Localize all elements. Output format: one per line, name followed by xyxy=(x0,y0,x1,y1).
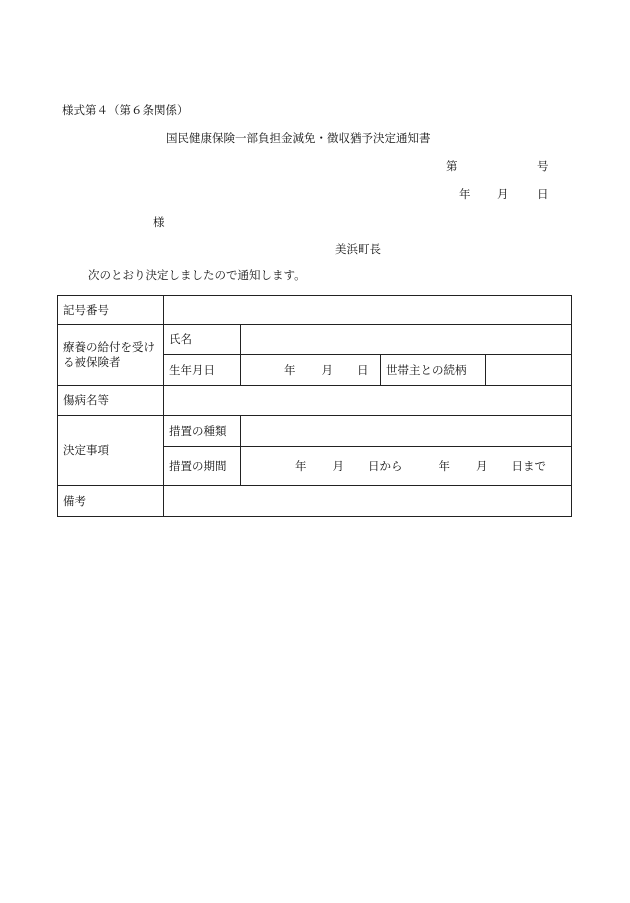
issue-date-day: 日 xyxy=(537,187,549,201)
period-end-month-unit: 月 xyxy=(476,458,488,473)
period-start-year-unit: 年 xyxy=(295,458,307,473)
remarks-label: 備考 xyxy=(58,486,164,517)
row-insured-name xyxy=(58,325,572,355)
measure-type-label: 措置の種類 xyxy=(164,416,241,447)
decision-items-label: 決定事項 xyxy=(58,416,164,486)
row-remarks xyxy=(58,486,572,517)
issue-date-year: 年 xyxy=(459,187,471,201)
decision-form-table xyxy=(57,295,572,517)
relation-value[interactable] xyxy=(486,355,572,386)
doc-number-prefix: 第 xyxy=(446,159,458,173)
name-value[interactable] xyxy=(241,325,572,355)
document-title: 国民健康保険一部負担金減免・徴収猶予決定通知書 xyxy=(166,131,431,145)
insured-person-label: 療養の給付を受ける被保険者 xyxy=(58,325,164,386)
period-end-year-unit: 年 xyxy=(438,458,450,473)
issuer-name: 美浜町長 xyxy=(335,242,381,256)
measure-period-value[interactable] xyxy=(241,447,572,486)
row-symbol-number xyxy=(58,296,572,325)
disease-value[interactable] xyxy=(164,386,572,416)
disease-label: 傷病名等 xyxy=(58,386,164,416)
birth-month-unit: 月 xyxy=(321,362,333,377)
period-start-month-unit: 月 xyxy=(332,458,344,473)
birth-year-unit: 年 xyxy=(284,362,296,377)
doc-number-suffix: 号 xyxy=(537,159,549,173)
birthdate-value[interactable] xyxy=(241,355,381,386)
name-label: 氏名 xyxy=(164,325,241,355)
birthdate-label: 生年月日 xyxy=(164,355,241,386)
period-start-day-unit: 日から xyxy=(368,458,403,473)
period-end-day-unit: 日まで xyxy=(511,458,546,473)
form-number: 様式第４（第６条関係） xyxy=(62,103,189,117)
remarks-value[interactable] xyxy=(164,486,572,517)
symbol-number-value[interactable] xyxy=(164,296,572,325)
issue-date-month: 月 xyxy=(497,187,509,201)
relation-label: 世帯主との続柄 xyxy=(381,355,486,386)
recipient-suffix: 様 xyxy=(153,215,165,229)
intro-sentence: 次のとおり決定しましたので通知します。 xyxy=(88,268,306,282)
measure-type-value[interactable] xyxy=(241,416,572,447)
symbol-number-label: 記号番号 xyxy=(58,296,164,325)
row-disease xyxy=(58,386,572,416)
measure-period-label: 措置の期間 xyxy=(164,447,241,486)
birth-day-unit: 日 xyxy=(357,362,369,377)
row-measure-type xyxy=(58,416,572,447)
